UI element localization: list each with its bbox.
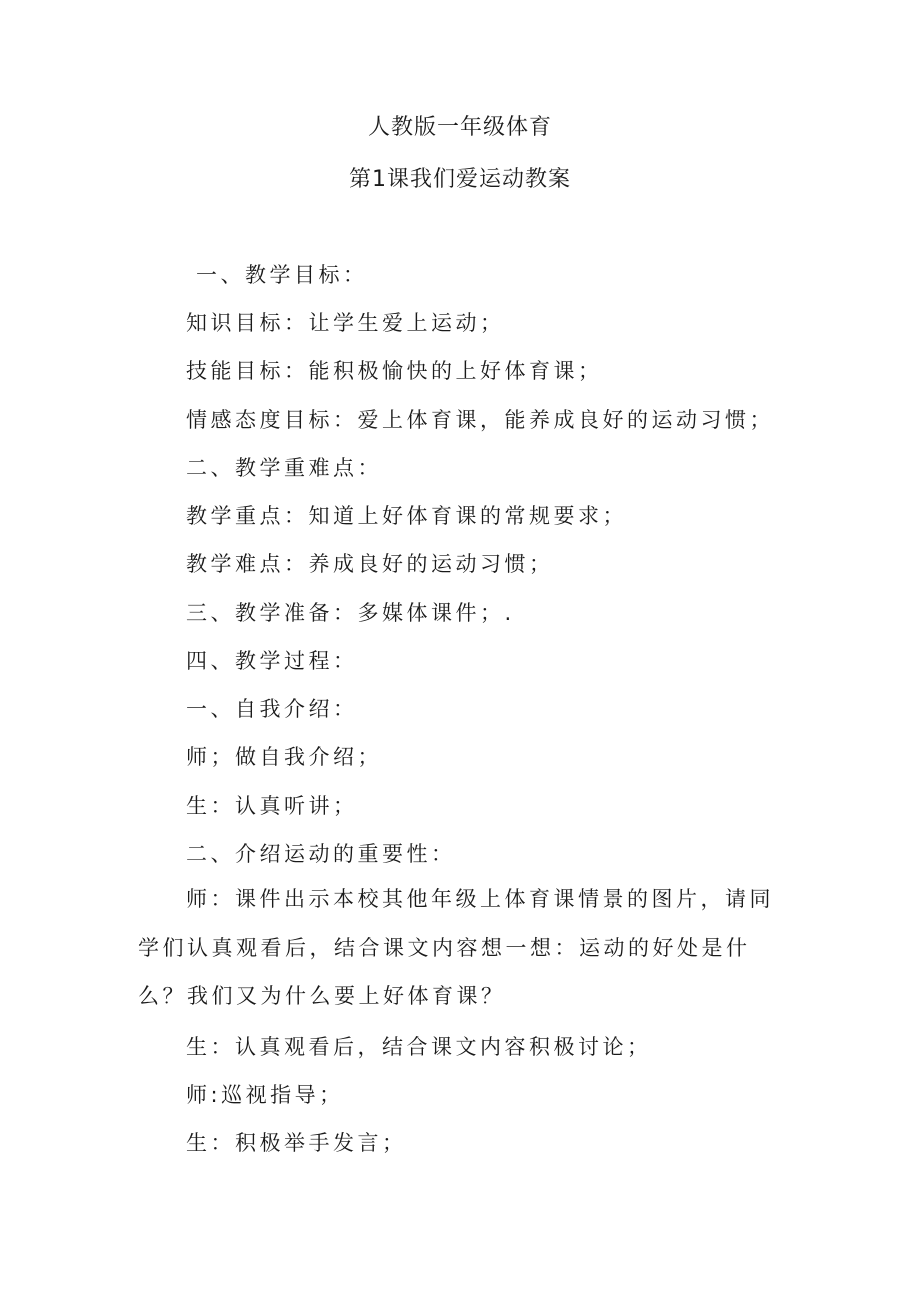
document-subtitle: 第1课我们爱运动教案	[349, 167, 571, 192]
subsection-heading: 二、介绍运动的重要性：	[186, 842, 456, 866]
text-line: 师；做自我介绍；	[186, 745, 382, 769]
subsection-heading: 一、自我介绍：	[186, 697, 358, 721]
body-paragraph: 师：课件出示本校其他年级上体育课情景的图片，请同学们认真观看后，结合课文内容想一想：运动的好处是什么？我们又为什么要上好体育课？	[138, 887, 774, 1008]
text-line: 生：认真听讲；	[186, 794, 358, 818]
text-line: 情感态度目标：爱上体育课，能养成良好的运动习惯；	[186, 408, 774, 432]
text-line: 教学难点：养成良好的运动习惯；	[186, 552, 554, 576]
text-line: 生：认真观看后，结合课文内容积极讨论；	[186, 1035, 652, 1059]
text-line: 教学重点：知道上好体育课的常规要求；	[186, 504, 627, 528]
section-heading: 三、教学准备：多媒体课件；.	[186, 601, 515, 625]
document-title: 人教版一年级体育	[367, 115, 552, 140]
text-line: 生：积极举手发言；	[186, 1131, 407, 1155]
section-heading: 一、教学目标：	[196, 263, 368, 287]
section-heading: 二、教学重难点：	[186, 456, 382, 480]
text-line: 知识目标：让学生爱上运动；	[186, 311, 505, 335]
section-heading: 四、教学过程：	[186, 649, 358, 673]
text-line: 师:巡视指导；	[186, 1083, 344, 1107]
text-line: 技能目标：能积极愉快的上好体育课；	[186, 359, 603, 383]
